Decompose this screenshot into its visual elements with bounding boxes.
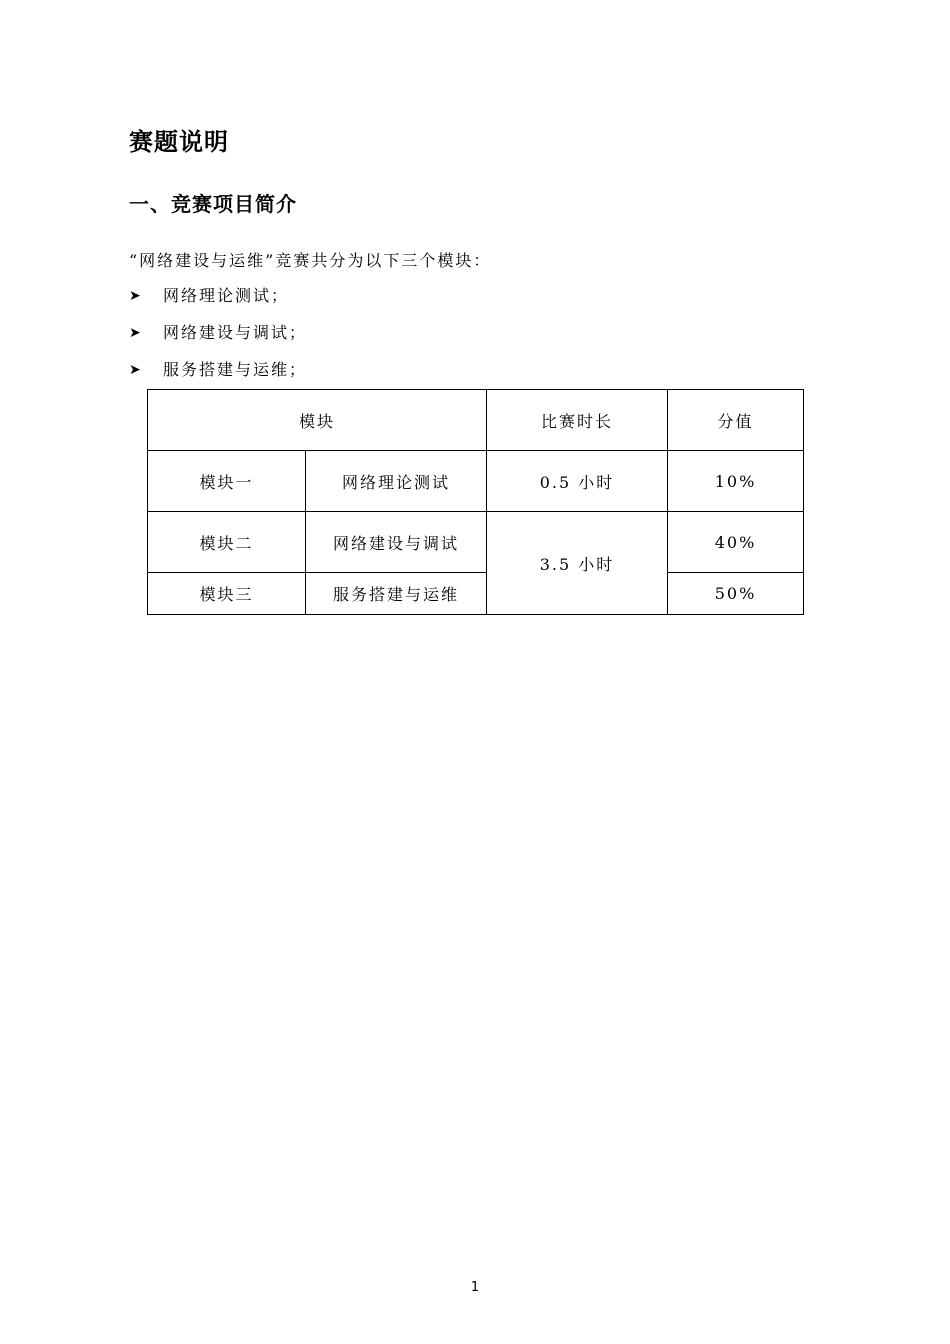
header-duration: 比赛时长	[487, 390, 668, 451]
table-row	[148, 512, 804, 573]
score-cell: 40%	[668, 512, 804, 573]
score-cell: 50%	[668, 573, 804, 615]
arrowhead-bullet-icon: ➤	[129, 325, 143, 341]
header-module: 模块	[148, 390, 487, 451]
page-title: 赛题说明	[129, 128, 229, 156]
bullet-text: 网络建设与调试；	[163, 323, 308, 342]
page-number: 1	[470, 1280, 480, 1295]
module-name-cell: 网络建设与调试	[306, 512, 487, 573]
table-row	[148, 573, 804, 615]
duration-cell: 3.5 小时	[487, 512, 668, 615]
bullet-text: 网络理论测试；	[163, 286, 290, 305]
arrowhead-bullet-icon: ➤	[129, 362, 143, 378]
score-cell: 10%	[668, 451, 804, 512]
arrowhead-bullet-icon: ➤	[129, 288, 143, 304]
list-item	[129, 285, 307, 322]
module-table	[147, 389, 804, 615]
bullet-text: 服务搭建与运维；	[163, 360, 308, 379]
table-header-row	[148, 390, 804, 451]
intro-paragraph: “网络建设与运维”竞赛共分为以下三个模块：	[129, 251, 492, 270]
module-bullet-list	[129, 285, 307, 396]
module-id-cell: 模块一	[148, 451, 306, 512]
section-heading: 一、竞赛项目简介	[129, 192, 297, 216]
list-item	[129, 322, 307, 359]
duration-cell: 0.5 小时	[487, 451, 668, 512]
table-row	[148, 451, 804, 512]
module-id-cell: 模块二	[148, 512, 306, 573]
module-name-cell: 服务搭建与运维	[306, 573, 487, 615]
module-id-cell: 模块三	[148, 573, 306, 615]
header-score: 分值	[668, 390, 804, 451]
module-name-cell: 网络理论测试	[306, 451, 487, 512]
